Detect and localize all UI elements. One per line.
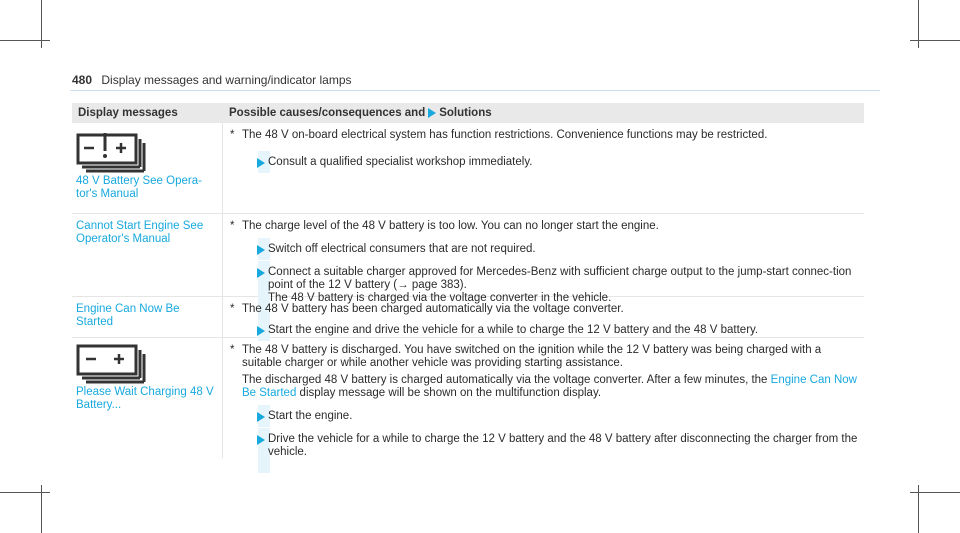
crop-mark <box>0 40 50 41</box>
table-row <box>72 214 864 304</box>
solution-text: Start the engine and drive the vehicle for a while to charge the 12 V battery and the 48 V battery. <box>268 324 759 336</box>
crop-mark <box>910 40 960 41</box>
48v-battery-warning-icon <box>76 133 158 171</box>
header-divider <box>70 90 880 91</box>
solution-text: Switch off electrical consumers that are not required. <box>268 243 536 255</box>
column-header-solutions-label: Solutions <box>439 107 492 119</box>
column-header-causes <box>229 107 492 119</box>
message-cell <box>72 123 223 213</box>
footnote-star: * <box>230 220 235 232</box>
cause-description: The 48 V battery is discharged. You have switched on the ignition while the 12 V battery was being charged with a suitable charger or while another vehicle was providing starting assistance. <box>242 344 822 369</box>
table-header <box>72 103 864 123</box>
step-arrow-icon <box>257 245 265 255</box>
column-header-messages: Display messages <box>78 107 178 119</box>
cause-cell <box>230 123 864 175</box>
cause-description: The charge level of the 48 V battery is too low. You can no longer start the engine. <box>242 220 659 232</box>
step-arrow-icon <box>257 412 265 422</box>
solution-step <box>230 410 864 423</box>
cause-description: The 48 V on-board electrical system has function restrictions. Convenience functions may be restricted. <box>242 129 768 141</box>
cause-text <box>230 129 864 142</box>
table-row <box>72 338 864 458</box>
cause-continuation: The discharged 48 V battery is charged automatically via the voltage converter. After a few minutes, the Engine Can Now Be Started display message will be shown on the multifunction display. <box>242 374 857 399</box>
message-cell <box>72 297 223 337</box>
cause-cell <box>230 297 864 343</box>
table-row <box>72 297 864 338</box>
48v-battery-icon <box>76 344 158 382</box>
solution-text: Drive the vehicle for a while to charge the 12 V battery and the 48 V battery after disconnecting the charger from the vehicle. <box>268 433 858 458</box>
solution-step <box>230 243 864 256</box>
page-number: 480 <box>72 73 93 87</box>
step-arrow-icon <box>257 158 265 168</box>
solution-text: Start the engine. <box>268 410 353 422</box>
footnote-star: * <box>230 303 235 315</box>
step-arrow-icon <box>257 326 265 336</box>
display-message: Engine Can Now Be Started <box>76 303 180 328</box>
cause-cell <box>230 338 864 465</box>
display-message: 48 V Battery See Opera-tor's Manual <box>76 175 202 200</box>
solution-arrow-icon <box>428 108 436 118</box>
display-message: Cannot Start Engine See Operator's Manual <box>76 220 204 245</box>
footnote-star: * <box>230 344 235 356</box>
message-cell <box>72 214 223 296</box>
page-header <box>72 73 352 87</box>
display-messages-table <box>72 103 864 458</box>
step-arrow-icon <box>257 268 265 278</box>
crop-mark <box>0 492 50 493</box>
page-title: Display messages and warning/indicator lamps <box>101 73 352 87</box>
table-row <box>72 123 864 214</box>
display-message-reference: Engine Can Now Be Started <box>242 374 857 399</box>
cause-description: The 48 V battery has been charged automatically via the voltage converter. <box>242 303 624 315</box>
crop-mark <box>910 492 960 493</box>
message-cell <box>72 338 223 458</box>
solution-step <box>230 324 864 337</box>
cause-text <box>230 344 864 370</box>
display-message: Please Wait Charging 48 V Battery... <box>76 386 214 411</box>
step-arrow-icon <box>257 435 265 445</box>
solution-text: Consult a qualified specialist workshop immediately. <box>268 156 533 168</box>
solution-text: Connect a suitable charger approved for Mercedes-Benz with sufficient charge output to the jump-start connec-tion point of the 12 V battery (→ page 383). The 48 V battery is charged via the voltage converter in the vehicle. <box>268 266 852 304</box>
footnote-star: * <box>230 129 235 141</box>
cause-text <box>230 220 864 233</box>
solution-step <box>230 156 864 169</box>
column-header-causes-label: Possible causes/consequences and <box>229 107 426 119</box>
cause-text <box>230 303 864 316</box>
solution-step <box>230 433 864 459</box>
